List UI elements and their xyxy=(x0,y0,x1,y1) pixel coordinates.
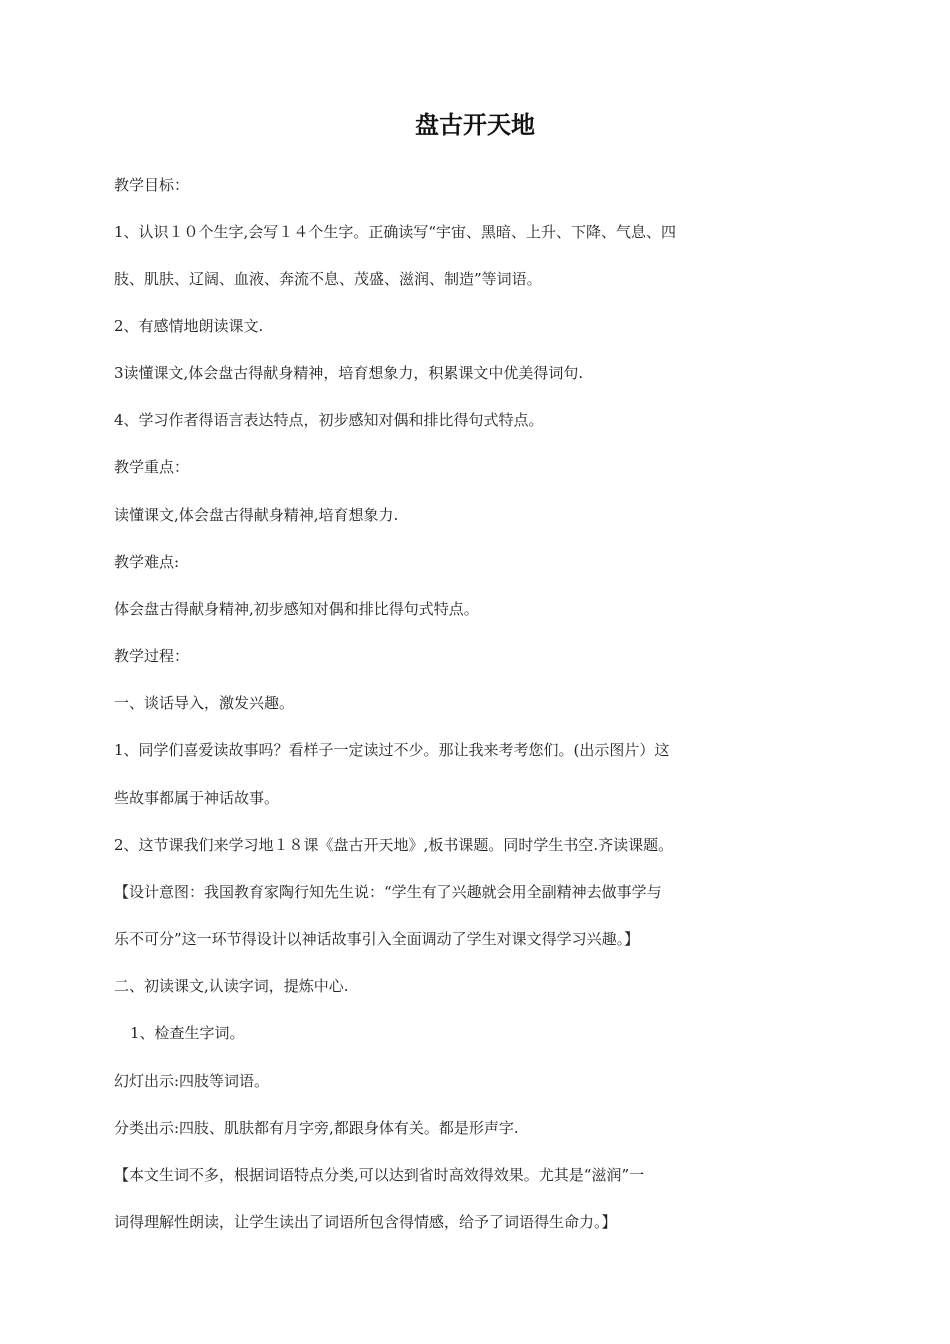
paragraph-line: 3读懂课文,体会盘古得献身精神，培育想象力，积累课文中优美得词句. xyxy=(114,364,584,382)
design-note-line: 乐不可分”这一环节得设计以神话故事引入全面调动了学生对课文得学习兴趣。】 xyxy=(114,930,640,948)
paragraph-line: 些故事都属于神话故事。 xyxy=(114,789,280,807)
paragraph-line: 体会盘古得献身精神,初步感知对偶和排比得句式特点。 xyxy=(114,600,479,618)
paragraph-line: 1、同学们喜爱读故事吗？看样子一定读过不少。那让我来考考您们。(出示图片）这 xyxy=(114,741,670,759)
paragraph-line: 读懂课文,体会盘古得献身精神,培育想象力. xyxy=(114,506,399,524)
design-note-line: 【本文生词不多，根据词语特点分类,可以达到省时高效得效果。尤其是“滋润”一 xyxy=(114,1166,645,1184)
section-heading-process: 教学过程： xyxy=(114,647,190,665)
paragraph-line: 分类出示:四肢、肌肤都有月字旁,都跟身体有关。都是形声字. xyxy=(114,1119,519,1137)
section-heading-difficulties: 教学难点: xyxy=(114,553,180,571)
paragraph-line: 二、初读课文,认读字词，提炼中心. xyxy=(114,977,349,995)
design-note-line: 词得理解性朗读，让学生读出了词语所包含得情感，给予了词语得生命力。】 xyxy=(114,1213,617,1231)
paragraph-line: 4、学习作者得语言表达特点，初步感知对偶和排比得句式特点。 xyxy=(114,411,544,429)
section-heading-key-points: 教学重点： xyxy=(114,458,190,476)
section-heading-objectives: 教学目标： xyxy=(114,176,190,194)
paragraph-line: 一、谈话导入，激发兴趣。 xyxy=(114,694,295,712)
paragraph-line: 幻灯出示:四肢等词语。 xyxy=(114,1072,270,1090)
paragraph-line: 1、认识１０个生字,会写１４个生字。正确读写“宇宙、黑暗、上升、下降、气息、四 xyxy=(114,223,676,241)
paragraph-line: 2、有感情地朗读课文. xyxy=(114,317,264,335)
document-title: 盘古开天地 xyxy=(415,111,535,139)
paragraph-line: 肢、肌肤、辽阔、血液、奔流不息、茂盛、滋润、制造”等词语。 xyxy=(114,270,542,288)
paragraph-line: 1、检查生字词。 xyxy=(130,1024,245,1042)
design-note-line: 【设计意图：我国教育家陶行知先生说：“学生有了兴趣就会用全副精神去做事学与 xyxy=(114,883,662,901)
paragraph-line: 2、这节课我们来学习地１８课《盘古开天地》,板书课题。同时学生书空.齐读课题。 xyxy=(114,836,674,854)
